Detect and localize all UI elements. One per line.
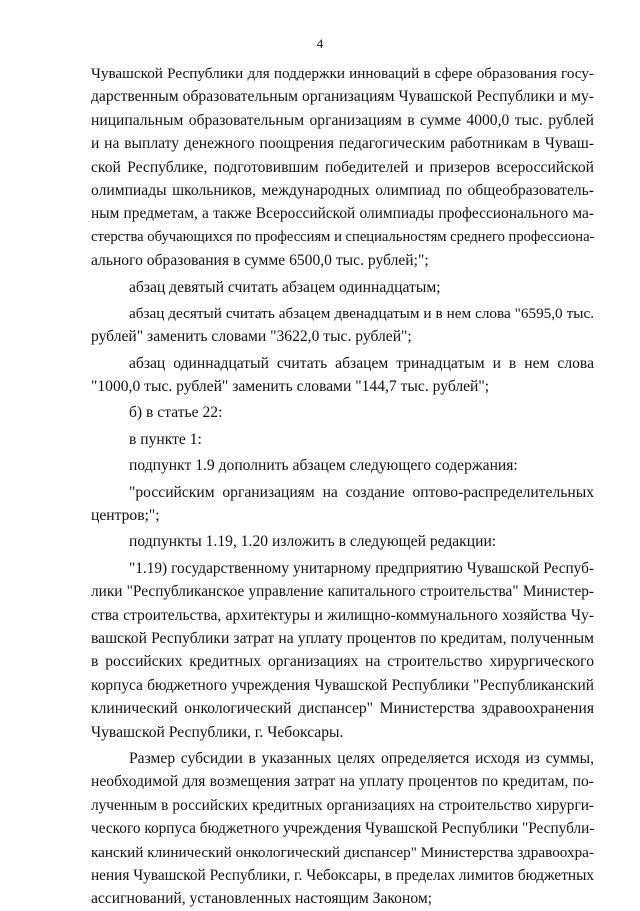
text-line: дарственным образовательным организациям Чувашской Республики и му- bbox=[91, 88, 594, 106]
text-line: лученным в российских кредитных организациях на строительство хирурги- bbox=[91, 796, 594, 814]
text-line: Чувашской Республики, г. Чебоксары. bbox=[91, 723, 344, 741]
text-line: Чувашской Республики для поддержки инноваций в сфере образования госу- bbox=[91, 65, 594, 82]
text-line: абзац девятый считать абзацем одиннадцатым; bbox=[129, 278, 441, 296]
text-line: ческого корпуса бюджетного учреждения Чувашской Республики "Республи- bbox=[91, 820, 595, 838]
text-line: абзац десятый считать абзацем двенадцатым и в нем слова "6595,0 тыс. bbox=[129, 304, 594, 322]
text-line: клинический онкологический диспансер" Министерства здравоохранения bbox=[91, 700, 594, 718]
paragraph bbox=[91, 401, 594, 424]
text-line: стерства обучающихся по профессиям и специальностям среднего профессиона- bbox=[91, 228, 595, 245]
text-line: канский клинический онкологический диспансер" Министерства здравоохра- bbox=[91, 843, 594, 861]
text-line: рублей" заменить словами "3622,0 тыс. рублей"; bbox=[91, 328, 412, 346]
text-line: необходимой для возмещения затрат на уплату процентов по кредитам, по- bbox=[91, 773, 594, 791]
text-line: подпункт 1.9 дополнить абзацем следующего содержания: bbox=[129, 457, 518, 475]
text-line: ального образования в сумме 6500,0 тыс. рублей;"; bbox=[91, 252, 429, 270]
text-line: ской Республике, подготовившим победителей и призеров всероссийской bbox=[91, 158, 594, 176]
paragraph bbox=[91, 530, 594, 553]
paragraph bbox=[91, 428, 594, 451]
paragraph bbox=[91, 276, 594, 299]
text-line: "1000,0 тыс. рублей" заменить словами "144,7 тыс. рублей"; bbox=[91, 378, 490, 396]
text-line: нения Чувашской Республики, г. Чебоксары, в пределах лимитов бюджетных bbox=[91, 866, 594, 884]
text-line: олимпиады школьников, международных олимпиад по общеобразователь- bbox=[91, 181, 594, 199]
paragraph bbox=[91, 454, 594, 477]
paragraph bbox=[91, 352, 594, 399]
text-line: подпункты 1.19, 1.20 изложить в следующей редакции: bbox=[129, 533, 497, 551]
text-line: ства строительства, архитектуры и жилищно-коммунального хозяйства Чу- bbox=[91, 606, 594, 624]
paragraph bbox=[91, 62, 594, 273]
text-line: центров;"; bbox=[91, 507, 160, 525]
text-line: абзац одиннадцатый считать абзацем тринадцатым и в нем слова bbox=[129, 354, 594, 372]
document-body bbox=[91, 62, 594, 911]
text-line: "1.19) государственному унитарному предприятию Чувашской Респуб- bbox=[129, 559, 594, 577]
text-line: вашской Республики затрат на уплату процентов по кредитам, полученным bbox=[91, 629, 594, 647]
text-line: корпуса бюджетного учреждения Чувашской Республики "Республиканский bbox=[91, 676, 594, 694]
text-line: и на выплату денежного поощрения педагогическим работникам в Чуваш- bbox=[91, 135, 594, 153]
page-number: 4 bbox=[316, 36, 324, 51]
paragraph bbox=[91, 557, 594, 744]
text-line: "российским организациям на создание оптово-распределительных bbox=[129, 483, 594, 501]
text-line: в российских кредитных организациях на строительство хирургического bbox=[91, 653, 594, 671]
text-line: лики "Республиканское управление капитального строительства" Министер- bbox=[91, 583, 594, 601]
paragraph bbox=[91, 481, 594, 528]
paragraph bbox=[91, 747, 594, 911]
text-line: Размер субсидии в указанных целях определяется исходя из суммы, bbox=[129, 749, 594, 767]
paragraph bbox=[91, 302, 594, 349]
text-line: ассигнований, установленных настоящим Законом; bbox=[91, 890, 433, 908]
text-line: в пункте 1: bbox=[129, 430, 202, 448]
text-line: ным предметам, а также Всероссийской олимпиады профессионального ма- bbox=[91, 205, 594, 223]
text-line: ниципальным образовательным организациям в сумме 4000,0 тыс. рублей bbox=[91, 111, 594, 129]
text-line: б) в статье 22: bbox=[129, 404, 223, 422]
